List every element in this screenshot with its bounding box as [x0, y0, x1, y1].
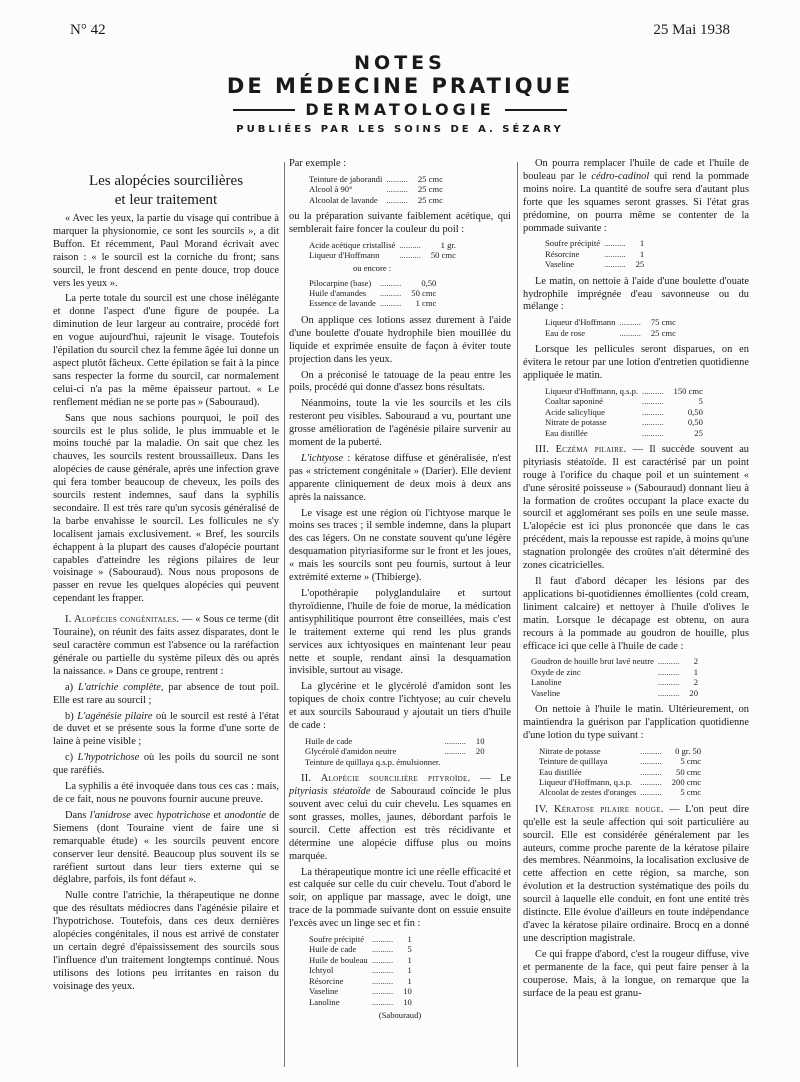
- ingredient-quantity: 25: [635, 259, 645, 270]
- ingredient-name: Alcoolat de zestes d'oranges: [539, 787, 637, 798]
- text: avec: [130, 809, 157, 821]
- term: L'atrichie complète: [78, 681, 161, 693]
- paragraph: [53, 810, 279, 887]
- formula-row: [543, 259, 646, 269]
- ingredient-name: Soufre précipité: [309, 934, 365, 945]
- formula: [307, 278, 438, 309]
- dot-leader: ..........: [604, 248, 626, 259]
- ingredient-quantity: 5 cmc: [680, 756, 702, 767]
- ingredient-quantity: 50 cmc: [411, 288, 437, 299]
- text: et: [210, 809, 225, 821]
- dot-leader: ..........: [399, 250, 421, 261]
- paragraph: La thérapeutique montre ici une réelle efficacité et est calquée sur celle du cuir chevelu. Tout d'abord le soir, on applique par massage, avec le doigt, une trace de la pommade suivante dont on essuie ensuite l'excès avec un linge sec et fin :: [289, 866, 511, 930]
- ingredient-name: Liqueur d'Hoffmann: [309, 250, 380, 261]
- section-rule-left: [233, 109, 295, 111]
- dot-leader: ..........: [604, 238, 626, 249]
- term: pityriasis stéatoïde: [289, 786, 371, 798]
- ingredient-quantity: 20: [689, 687, 698, 698]
- ingredient-name: Teinture de jaborandi: [309, 173, 383, 184]
- paragraph: ou la préparation suivante faiblement acétique, qui semblerait faire foncer la couleur du poil :: [289, 211, 511, 236]
- ingredient-name: Eau distillée: [539, 766, 582, 777]
- term: anodontie: [224, 809, 266, 821]
- dot-leader: ..........: [640, 777, 662, 787]
- ingredient-name: Liqueur d'Hoffmann: [545, 317, 616, 328]
- paragraph: Sans que nous sachions pourquoi, le poil des sourcils est le plus solide, le plus immuable et le moins touché par la maladie. On sait que chez les chauves, les sourcils restent broussailleux. Dans les alopécies de cause générale, après une infection grave qui fera tomber beaucoup de cheveux, les poils des sourcils restent indemnes, sauf dans la syphilis secondaire. Il est très rare qu'un sycosis généralisé de la barbe envahisse le sourcil. Les follicules ne s'y localisent jamais exclusivement. « Bref, les sourcils échappent à la plupart des causes d'alopécie pourtant capables d'atteindre les régions pilaires de leur voisinage » (Sabouraud). Nous nous proposons de passer en revue les quelques alopécies qui peuvent cependant les frapper.: [53, 412, 279, 605]
- formula-row: [307, 278, 438, 288]
- ingredient-quantity: 10: [475, 735, 485, 746]
- formula: [543, 238, 646, 269]
- formula-row: [543, 396, 705, 406]
- dot-leader: ..........: [642, 427, 664, 438]
- dot-leader: ..........: [640, 787, 662, 798]
- paragraph: On nettoie à l'huile le matin. Ultérieurement, on maintiendra la guérison par l'application quotidienne d'une lotion du type suivant :: [523, 704, 749, 741]
- list-item: [53, 682, 279, 708]
- ingredient-quantity: 1: [407, 965, 412, 976]
- ingredient-name: Huile de cade: [305, 735, 353, 746]
- formula-row: [529, 667, 700, 677]
- list-marker: a): [65, 681, 79, 693]
- formula-row: [303, 746, 487, 756]
- ingredient-quantity: 1: [639, 238, 645, 249]
- dot-leader: ..........: [604, 259, 626, 270]
- ingredient-name: Teinture de quillaya q.s.p. émulsionner.: [305, 756, 441, 767]
- list-text: où les poils du sourcil ne sont que raréfiés.: [53, 752, 279, 777]
- article-title-line-1: Les alopécies sourcilières: [88, 173, 244, 189]
- term: cédro-cadinol: [591, 170, 650, 182]
- ingredient-name: Pilocarpine (base): [309, 277, 372, 288]
- formula: [529, 656, 700, 698]
- formula-row: [307, 944, 414, 954]
- section-header: [0, 100, 800, 119]
- ingredient-quantity: 1: [407, 934, 412, 945]
- ingredient-quantity: 75 cmc: [650, 317, 676, 328]
- ingredient-name: Eau de rose: [545, 327, 586, 338]
- term: L'hypotrichose: [77, 752, 140, 764]
- term: l'anidrose: [89, 809, 131, 821]
- formula-row: [307, 288, 438, 298]
- formula-row: [537, 746, 703, 756]
- paragraph: Il faut d'abord décaper les lésions par des applications bi-quotidiennes émollientes (cold cream, liniment calcaire) et nettoyer à l'huile d'olives le matin. Lorsque le décapage est obtenu, on aura recours à la pommade au goudron de houille, plus efficace ici que celle à l'huile de cade :: [523, 576, 749, 652]
- dot-leader: ..........: [371, 944, 394, 955]
- ingredient-quantity: 50 cmc: [676, 766, 702, 777]
- ingredient-name: Goudron de houille brut lavé neutre: [531, 656, 654, 667]
- formula-row: [307, 997, 414, 1007]
- section-title: DERMATOLOGIE: [305, 100, 495, 119]
- ingredient-quantity: 25 cmc: [417, 194, 443, 205]
- section-rule-right: [505, 109, 567, 111]
- ingredient-name: Huile d'amandes: [309, 288, 367, 299]
- formula-row: [307, 976, 414, 986]
- dot-leader: ..........: [386, 184, 408, 195]
- formula-row: [537, 787, 703, 797]
- ingredient-name: Résorcine: [309, 975, 344, 986]
- ingredient-quantity: 1: [693, 666, 698, 677]
- dot-leader: ..........: [444, 746, 466, 757]
- formula-row: [537, 777, 703, 787]
- ingredient-quantity: 150 cmc: [673, 385, 703, 396]
- formula-row: [543, 386, 705, 396]
- dot-leader: ..........: [371, 975, 394, 986]
- dot-leader: ..........: [379, 277, 402, 288]
- formula-row: [307, 240, 458, 250]
- ingredient-name: Ichtyol: [309, 965, 334, 976]
- masthead-title: DE MÉDECINE PRATIQUE: [226, 74, 574, 98]
- formula: [543, 386, 705, 438]
- ingredient-name: Liqueur d'Hoffmann, q.s.p.: [545, 385, 639, 396]
- masthead-notes: NOTES: [354, 52, 446, 74]
- text: On pourra remplacer l'huile de cade et l'huile de bouleau par le: [523, 158, 749, 182]
- ingredient-name: Liqueur d'Hoffmann, q.s.p.: [539, 777, 633, 787]
- text: — Le: [470, 773, 512, 785]
- dot-leader: ..........: [642, 385, 664, 396]
- column-2: [289, 158, 511, 1028]
- ingredient-quantity: 5: [698, 396, 703, 407]
- issue-number: N° 42: [70, 22, 106, 38]
- term: hypotrichose: [156, 809, 211, 821]
- dot-leader: ..........: [399, 239, 421, 250]
- text: : kératose diffuse et généralisée, n'est pas « strictement congénitale » (Darier). Elle devient apparente cliniquement de deux mois à deux ans après la naissance.: [289, 452, 511, 503]
- ingredient-name: Vaseline: [545, 259, 575, 270]
- formula-row: [307, 955, 414, 965]
- formula: [307, 934, 414, 1007]
- dot-leader: ..........: [640, 745, 662, 756]
- ingredient-name: Coaltar saponiné: [545, 396, 603, 407]
- ingredient-quantity: 10: [403, 986, 412, 997]
- section-heading: III. Eczéma pilaire.: [535, 443, 627, 455]
- section-heading: I. Alopécies congénitales.: [65, 614, 180, 626]
- ingredient-name: Alcool à 90°: [309, 184, 353, 195]
- section-4: [523, 804, 749, 946]
- dot-leader: ..........: [386, 173, 408, 184]
- paragraph: La syphilis a été invoquée dans tous ces cas : mais, de ce fait, nous ne pouvons fournir aucune preuve.: [53, 781, 279, 805]
- column-divider: [517, 162, 518, 1067]
- byline: PUBLIÉES PAR LES SOINS DE A. SÉZARY: [236, 124, 564, 135]
- ingredient-name: Huile de bouleau: [309, 954, 368, 965]
- ingredient-quantity: 25 cmc: [650, 327, 676, 338]
- dot-leader: ..........: [371, 954, 394, 965]
- paragraph: On a préconisé le tatouage de la peau entre les poils, procédé qui donne d'assez bons résultats.: [289, 369, 511, 394]
- text: Dans: [65, 809, 90, 821]
- formula-row: [529, 688, 700, 698]
- ingredient-name: Soufre précipité: [545, 238, 601, 249]
- formula-row: [529, 656, 700, 666]
- ingredient-quantity: 2: [693, 677, 698, 688]
- formula-row: [543, 417, 705, 427]
- ingredient-name: Lanoline: [531, 677, 562, 688]
- ingredient-name: Nitrate de potasse: [539, 745, 601, 756]
- formula-row: [537, 767, 703, 777]
- dot-leader: ..........: [379, 288, 402, 299]
- paragraph: Nulle contre l'atrichie, la thérapeutique ne donne que des résultats médiocres dans l'agénésie pilaire et l'hypotrichose. Toutefois, dans ces deux dernières alopécies congénitales, il nous est arrivé de constater un certain degré d'épaississement des sourcils sous l'influence d'un traitement longtemps continué. Nous utilisons des lotions peu irritantes en raison du voisinage des yeux.: [53, 890, 279, 992]
- formula: [537, 746, 703, 798]
- dot-leader: ..........: [640, 766, 662, 777]
- paragraph: L'opothérapie polyglandulaire et surtout thyroïdienne, l'huile de foie de morue, la médication antisyphilitique pourront être conseillées, mais c'est le traitement externe qui rend les plus grands services aux ichtyosiques en maintenant leur peau nette et souple, rendant ainsi la desquamation invisible, surtout au visage.: [289, 588, 511, 677]
- ingredient-quantity: 200 cmc: [671, 777, 702, 787]
- text: de Siemens (dont Touraine vient de faire une si remarquable étude) « les sourcils peuvent encore conserver leur densité. Beaucoup plus souvent ils se raréfient surtout dans leur tiers externe qui se déglabre, parfois, ils font défaut ».: [53, 809, 280, 886]
- ingredient-quantity: 25 cmc: [417, 173, 443, 184]
- ingredient-quantity: 1: [407, 975, 412, 986]
- ingredient-name: Huile de cade: [309, 944, 357, 955]
- ingredient-quantity: 0,50: [421, 277, 437, 288]
- formula-row: [537, 756, 703, 766]
- dot-leader: ..........: [642, 396, 664, 407]
- ingredient-quantity: 1 gr.: [440, 239, 456, 250]
- paragraph: « Avec les yeux, la partie du visage qui contribue à marquer la physionomie, ce sont les sourcils », a dit Buffon. Et récemment, Paul Morand écrivait avec raison : « le sourcil est la corniche du front; sans sourcil, le front descend en pente douce, trop douce vers les yeux ».: [53, 213, 279, 289]
- list-text: où le sourcil est resté à l'état de duvet et se présente sous la forme d'une sorte de laine à peine visible ;: [53, 710, 279, 748]
- column-1: [53, 158, 279, 997]
- section-heading: II. Alopécie sourcilière pityroïde.: [301, 773, 471, 785]
- ingredient-quantity: 25 cmc: [417, 184, 443, 195]
- ingredient-name: Alcoolat de lavande: [309, 194, 378, 205]
- dot-leader: ..........: [444, 735, 466, 746]
- formula-source: (Sabouraud): [378, 1009, 422, 1020]
- dot-leader: ..........: [379, 298, 402, 309]
- formula-row: [303, 757, 487, 767]
- formula: [307, 240, 458, 261]
- formula-row: [307, 184, 445, 194]
- formula-row: [307, 195, 445, 205]
- list-item: [53, 711, 279, 750]
- term: L'ichtyose: [301, 452, 344, 464]
- formula-alt-label: ou encore :: [353, 262, 392, 273]
- ingredient-quantity: 50 cmc: [430, 250, 456, 261]
- paragraph: Le matin, on nettoie à l'aide d'une boulette d'ouate hydrophile imprégnée d'eau savonneuse ou du mélange :: [523, 275, 749, 313]
- ingredient-quantity: 0,50: [687, 417, 703, 428]
- section-text: — « Sous ce terme (dit Touraine), on réunit des faits assez disparates, dont le seul caractère commun est l'absence ou la raréfaction générale ou partielle du système pileux dès ou après la naissance. » Dans ce groupe, rentrent :: [53, 614, 279, 677]
- paragraph: La glycérine et le glycérolé d'amidon sont les topiques de choix contre l'ichtyose; au cuir chevelu et aux sourcils Sabouraud y ajoutait un tiers d'huile de cade :: [289, 681, 511, 732]
- list-text: , par absence de tout poil. Elle est rare au sourcil ;: [53, 681, 280, 706]
- paragraph: Néanmoins, toute la vie les sourcils et les cils resteront peu visibles. Sabouraud a vu, pourtant une grosse amélioration de l'agénésie pilaire survenir au moment de la puberté.: [289, 398, 511, 449]
- formula-row: [303, 736, 487, 746]
- formula-row: [543, 328, 678, 338]
- section-1: [53, 614, 279, 679]
- formula: [543, 317, 678, 338]
- ingredient-quantity: 0 gr. 50: [675, 745, 702, 756]
- dot-leader: ..........: [371, 986, 394, 997]
- dot-leader: ..........: [371, 934, 394, 945]
- ingredient-name: Lanoline: [309, 996, 340, 1007]
- formula-row: [543, 238, 646, 248]
- text: qui rend la pommade moins noire. La quantité de soufre sera d'autant plus forte que les squames seront grasses. Si l'état gras prédomine, on pourra même se contenter de la pommade suivante :: [523, 170, 749, 234]
- list-item: [53, 752, 279, 778]
- ingredient-name: Vaseline: [531, 687, 561, 698]
- dot-leader: ..........: [657, 656, 680, 667]
- ingredient-name: Oxyde de zinc: [531, 666, 581, 677]
- dot-leader: ..........: [642, 417, 664, 428]
- dot-leader: ..........: [657, 666, 680, 677]
- dot-leader: ..........: [657, 677, 680, 688]
- formula: [303, 736, 487, 767]
- formula-row: [529, 677, 700, 687]
- dot-leader: ..........: [619, 317, 641, 328]
- section-2: [289, 773, 511, 863]
- dot-leader: [442, 757, 467, 767]
- ingredient-quantity: 1: [639, 248, 645, 259]
- formula-row: [543, 317, 678, 327]
- ingredient-quantity: [468, 757, 487, 767]
- ingredient-quantity: 1 cmc: [415, 298, 437, 309]
- dot-leader: ..........: [371, 996, 394, 1007]
- formula-row: [543, 249, 646, 259]
- dot-leader: ..........: [640, 756, 662, 767]
- ingredient-quantity: 25: [694, 427, 703, 438]
- section-text: — L'on peut dire qu'elle est la seule affection qui soit particulière au sourcil. Elle est considérée généralement par les auteurs, comme proche parente de la kératose pilaire des membres. Néanmoins, la localisation exclusive de cette affection en cette région, sa marche, son évolution et la destruction systématique des poils du sourcil à laquelle elle conduit, en font une entité très distincte. Elle évolue d'ailleurs en toute indépendance d'avec la kératose pilaire ordinaire. Brocq en a donné une description magistrale.: [523, 803, 749, 944]
- paragraph: La perte totale du sourcil est une chose inélégante et donne l'aspect d'une figure de poupée. La diminution de leur largeur au contraire, procédé fort en vogue aujourd'hui, rajeunit le visage. Toutefois l'épilation du sourcil chez la femme âgée lui donne un aspect plutôt fâcheux. Cette épilation se fait à la pince sans respecter la forme du sourcil, car normalement celui-ci n'a pas la même épaisseur partout. « Le renflement médian ne se porte pas » (Sabouraud).: [53, 293, 279, 408]
- formula-row: [307, 934, 414, 944]
- ingredient-quantity: 0,50: [687, 406, 703, 417]
- ingredient-name: Teinture de quillaya: [539, 756, 608, 767]
- ingredient-name: Résorcine: [545, 248, 580, 259]
- paragraph: Le visage est une région où l'ichtyose marque le moins ses traces ; il semble indemne, dans la plupart des cas légers. On ne constate souvent qu'une légère desquamation pityriasiforme sur le front et les joues, « mais les sourcils sont peu fournis, surtout à leur extrémité externe » (Thibierge).: [289, 507, 511, 584]
- ingredient-name: Nitrate de potasse: [545, 417, 607, 428]
- list-marker: c): [65, 752, 78, 764]
- paragraph: [523, 158, 749, 235]
- ingredient-name: Vaseline: [309, 986, 339, 997]
- article-title-line-2: et leur traitement: [114, 192, 218, 208]
- formula-row: [543, 407, 705, 417]
- paragraph: Par exemple :: [289, 158, 347, 169]
- ingredient-name: Acide salicylique: [545, 406, 605, 417]
- ingredient-quantity: 10: [403, 996, 412, 1007]
- ingredient-name: Acide acétique cristallisé: [309, 239, 396, 250]
- list-marker: b): [65, 710, 78, 722]
- ingredient-name: Eau distillée: [545, 427, 588, 438]
- section-3: [523, 444, 749, 573]
- ingredient-quantity: 5: [407, 944, 412, 955]
- ingredient-quantity: 20: [475, 746, 485, 757]
- dot-leader: ..........: [657, 687, 680, 698]
- ingredient-quantity: 2: [693, 656, 698, 667]
- column-divider: [284, 162, 285, 1067]
- formula-row: [307, 250, 458, 260]
- ingredient-quantity: 1: [407, 954, 412, 965]
- dot-leader: ..........: [642, 406, 664, 417]
- issue-date: 25 Mai 1938: [653, 22, 730, 38]
- formula-row: [307, 965, 414, 975]
- ingredient-name: Essence de lavande: [309, 298, 376, 309]
- paragraph: On applique ces lotions assez durement à l'aide d'une boulette d'ouate hydrophile bien mouillée du liquide et exprimée ensuite de façon à éviter toute projection dans les yeux.: [289, 314, 511, 365]
- formula-row: [543, 428, 705, 438]
- formula-row: [307, 986, 414, 996]
- dot-leader: ..........: [371, 965, 394, 976]
- dot-leader: ..........: [386, 194, 408, 205]
- section-text: — Il succède souvent au pityriasis stéatoïde. Il est caractérisé par un point rouge à l'orifice du chaque poil et un suintement « d'une sérosité poisseuse » (Sabouraud) donnant lieu à la formation de croûtes occupant la place exacte du sourcil et agglomérant ses poils en une seule masse. L'alopécie est ici plus prononcée que dans le cas précédent, mais la repousse est rapide, à moins qu'une stagnation prolongée des croûtes n'ait déterminé des zones cicatricielles.: [523, 443, 749, 572]
- column-3: [523, 158, 749, 1003]
- paragraph: [289, 453, 511, 505]
- paragraph: Lorsque les pellicules seront disparues, on en évitera le retour par une lotion d'entretien quotidienne appliquée le matin.: [523, 344, 749, 381]
- term: L'agénésie pilaire: [77, 710, 153, 722]
- dot-leader: ..........: [619, 327, 641, 338]
- formula: [307, 174, 445, 205]
- formula-row: [307, 174, 445, 184]
- section-heading: IV. Kératose pilaire rouge.: [535, 803, 664, 815]
- article-title: [53, 172, 279, 210]
- text: de Sabouraud coïncide le plus souvent avec celui du cuir chevelu. Les squames en sont grasses, molles, jaunes, débordant parfois le sourcil. Cette affection est très récidivante et détermine une alopécie diffuse plus ou moins marquée.: [289, 786, 511, 862]
- ingredient-name: Glycérolé d'amidon neutre: [305, 746, 397, 757]
- paragraph: Ce qui frappe d'abord, c'est la rougeur diffuse, vive et permanente de la face, qui peut faire penser à la couperose. Mais, à la longue, on remarque que la surface de la peau est granu-: [523, 948, 749, 999]
- formula-row: [307, 298, 438, 308]
- ingredient-quantity: 5 cmc: [680, 787, 702, 798]
